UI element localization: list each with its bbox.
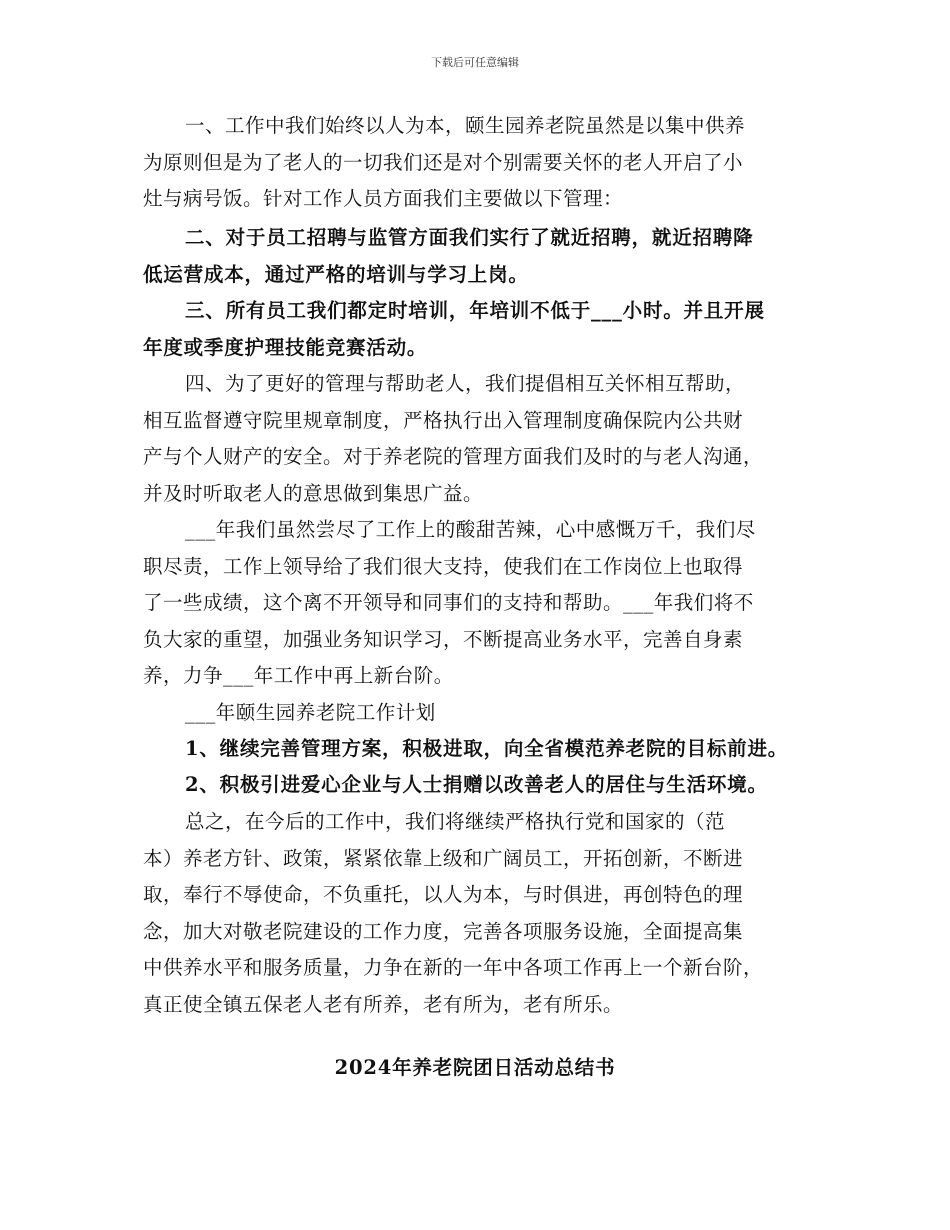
- paragraph-5: [143, 512, 815, 695]
- paragraph-line: 本）养老方针、政策，紧紧依靠上级和广阔员工，开拓创新，不断进: [143, 846, 744, 870]
- paragraph-line: 养，力争___年工作中再上新台阶。: [143, 664, 454, 687]
- paragraph-line: 并及时听取老人的意思做到集思广益。: [143, 481, 484, 505]
- paragraph-line: ___年我们虽然尝尽了工作上的酸甜苦辣，心中感慨万千，我们尽: [185, 518, 756, 541]
- paragraph-line: 三、所有员工我们都定时培训，年培训不低于___小时。并且开展: [185, 299, 765, 322]
- paragraph-plan-title: [143, 695, 815, 732]
- paragraph-line: 二、对于员工招聘与监管方面我们实行了就近招聘，就近招聘降: [185, 226, 754, 249]
- paragraph-line: 相互监督遵守院里规章制度，严格执行出入管理制度确保院内公共财: [143, 408, 744, 432]
- paragraph-1: [143, 108, 815, 218]
- paragraph-line: 取，奉行不辱使命，不负重托，以人为本，与时俱进，再创特色的理: [143, 883, 744, 906]
- paragraph-line: 2、积极引进爱心企业与人士捐赠以改善老人的居住与生活环境。: [185, 773, 768, 796]
- plan-item-1: [143, 731, 815, 768]
- paragraph-conclusion: [143, 804, 815, 1023]
- paragraph-line: 总之，在今后的工作中，我们将继续严格执行党和国家的（范: [185, 810, 726, 833]
- paragraph-line: 灶与病号饭。针对工作人员方面我们主要做以下管理：: [143, 187, 624, 210]
- paragraph-line: 真正使全镇五保老人老有所养，老有所为，老有所乐。: [143, 992, 624, 1016]
- paragraph-line: 一、工作中我们始终以人为本，颐生园养老院虽然是以集中供养: [185, 114, 746, 137]
- paragraph-2: [143, 220, 815, 293]
- paragraph-3: [143, 293, 815, 366]
- paragraph-line: 负大家的重望，加强业务知识学习，不断提高业务水平，完善自身素: [143, 627, 744, 651]
- paragraph-line: 为原则但是为了老人的一切我们还是对个别需要关怀的老人开启了小: [143, 150, 744, 174]
- paragraph-line: 产与个人财产的安全。对于养老院的管理方面我们及时的与老人沟通，: [143, 445, 764, 468]
- paragraph-line: ___年颐生园养老院工作计划: [185, 701, 436, 724]
- paragraph-line: 1、继续完善管理方案，积极进取，向全省模范养老院的目标前进。: [185, 737, 789, 760]
- paragraph-line: 念，加大对敬老院建设的工作力度，完善各项服务设施，全面提高集: [143, 919, 744, 943]
- paragraph-4: [143, 366, 815, 512]
- paragraph-line: 低运营成本，通过严格的培训与学习上岗。: [143, 262, 529, 286]
- paragraph-line: 职尽责，工作上领导给了我们很大支持，使我们在工作岗位上也取得: [143, 554, 744, 578]
- paragraph-line: 了一些成绩，这个离不开领导和同事们的支持和帮助。___年我们将不: [143, 591, 754, 614]
- header-note: 下载后可任意编辑: [431, 56, 519, 69]
- paragraph-line: 四、为了更好的管理与帮助老人，我们提倡相互关怀相互帮助，: [185, 372, 746, 395]
- paragraph-line: 年度或季度护理技能竞赛活动。: [143, 335, 428, 359]
- plan-item-2: [143, 767, 815, 804]
- section-heading: 2024年养老院团日活动总结书: [334, 1056, 616, 1079]
- paragraph-line: 中供养水平和服务质量，力争在新的一年中各项工作再上一个新台阶，: [143, 956, 764, 979]
